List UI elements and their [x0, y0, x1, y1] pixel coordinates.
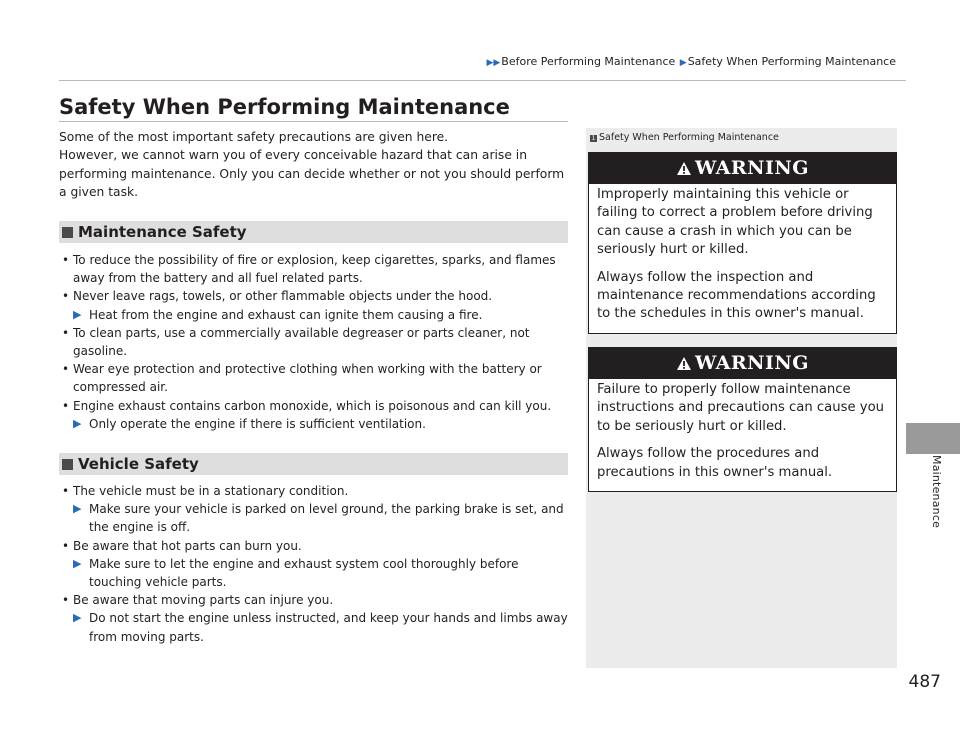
warning-label: WARNING: [694, 352, 809, 374]
bullet-icon: •: [62, 593, 70, 608]
info-icon: 1: [591, 135, 596, 142]
intro-line: performing maintenance. Only you can decide whether or not you should perform: [59, 166, 565, 181]
bullet-icon: •: [62, 325, 70, 340]
list-item-text: Be aware that hot parts can burn you.: [73, 538, 302, 553]
list-item: [59, 397, 569, 433]
sub-item-text: Heat from the engine and exhaust can ignite them causing a fire.: [89, 307, 483, 322]
section-title: Maintenance Safety: [78, 223, 247, 241]
list-item-text: Engine exhaust contains carbon monoxide, which is poisonous and can kill you.: [73, 398, 552, 413]
list-item: [59, 537, 569, 592]
warning-paragraph: Failure to properly follow maintenance instructions and precautions can cause you to be seriously hurt or killed.: [597, 382, 885, 434]
breadcrumb-item[interactable]: Safety When Performing Maintenance: [687, 55, 896, 68]
warning-body: [589, 379, 896, 482]
arrow-icon: ▶: [73, 502, 82, 516]
warning-body: [589, 184, 896, 324]
section-header-vehicle-safety: [59, 453, 568, 475]
list-item-text: To clean parts, use a commercially available degreaser or parts cleaner, not gasoline.: [73, 325, 530, 359]
list-item: [59, 251, 569, 287]
list-item: [59, 360, 569, 396]
vehicle-safety-list: [59, 482, 569, 646]
sub-item: [73, 415, 569, 433]
arrow-icon: ▶: [679, 58, 687, 68]
arrow-icon: ▶: [73, 416, 82, 430]
warning-paragraph: Always follow the inspection and maintenance recommendations according to the schedules in this owner's manual.: [597, 269, 876, 322]
bullet-icon: •: [62, 289, 70, 304]
sub-item-text: Make sure to let the engine and exhaust system cool thoroughly before touching vehicle parts.: [89, 556, 519, 590]
arrow-icon: ▶: [73, 611, 82, 625]
list-item-text: Be aware that moving parts can injure you.: [73, 593, 334, 608]
bullet-icon: •: [62, 362, 70, 377]
warning-paragraph: Improperly maintaining this vehicle or failing to correct a problem before driving can cause a crash in which you can be seriously hurt or killed.: [597, 187, 873, 258]
intro-line: Some of the most important safety precautions are given here.: [59, 130, 449, 144]
warning-header: [589, 348, 896, 379]
section-header-maintenance-safety: [59, 221, 568, 243]
bullet-icon: •: [62, 538, 70, 553]
bullet-icon: •: [62, 253, 70, 267]
breadcrumb-item[interactable]: Before Performing Maintenance: [501, 55, 676, 68]
side-tab-label: Maintenance: [930, 455, 943, 529]
warning-label: WARNING: [694, 157, 809, 179]
arrow-icon: ▶: [73, 307, 82, 321]
section-title: Vehicle Safety: [78, 455, 199, 473]
warning-paragraph: Always follow the procedures and precautions in this owner's manual.: [597, 446, 833, 480]
list-item: [59, 287, 569, 323]
header-divider: [59, 80, 906, 81]
intro-line: However, we cannot warn you of every conceivable hazard that can arise in: [59, 148, 528, 163]
sub-item: [73, 500, 569, 536]
warning-triangle-icon: [676, 161, 692, 176]
title-divider: [59, 121, 568, 122]
sub-item: [73, 555, 569, 591]
sub-item: [73, 609, 569, 645]
list-item-text: The vehicle must be in a stationary condition.: [73, 484, 349, 498]
intro-line: a given task.: [59, 184, 139, 199]
page-number: 487: [908, 672, 941, 692]
page-title: Safety When Performing Maintenance: [59, 95, 510, 119]
warning-box: [588, 347, 897, 492]
sub-item-text: Make sure your vehicle is parked on level ground, the parking brake is set, and the engine is off.: [89, 502, 564, 535]
warning-box: [588, 152, 897, 334]
list-item: [59, 591, 569, 646]
breadcrumb: [485, 55, 896, 68]
side-note-caption-text: Safety When Performing Maintenance: [599, 132, 779, 143]
maintenance-safety-list: [59, 251, 569, 433]
arrow-icon: ▶▶: [486, 58, 501, 68]
list-item-text: Wear eye protection and protective clothing when working with the battery or compressed air.: [73, 362, 542, 395]
intro-paragraph: [59, 128, 569, 201]
warning-header: [589, 153, 896, 184]
list-item-text: To reduce the possibility of fire or explosion, keep cigarettes, sparks, and flames away from the battery and all fuel related parts.: [73, 253, 556, 286]
sub-item-text: Do not start the engine unless instructed, and keep your hands and limbs away from moving parts.: [89, 611, 568, 644]
warning-triangle-icon: [676, 356, 692, 371]
bullet-icon: •: [62, 398, 70, 413]
side-note-caption: [590, 132, 779, 143]
list-item-text: Never leave rags, towels, or other flammable objects under the hood.: [73, 289, 493, 304]
square-bullet-icon: [62, 227, 73, 238]
list-item: [59, 482, 569, 537]
bullet-icon: •: [62, 484, 70, 498]
arrow-icon: ▶: [73, 556, 82, 570]
sub-item-text: Only operate the engine if there is sufficient ventilation.: [89, 416, 426, 431]
list-item: [59, 324, 569, 360]
section-side-tab[interactable]: [906, 423, 960, 454]
sub-item: [73, 306, 569, 324]
square-bullet-icon: [62, 459, 73, 470]
